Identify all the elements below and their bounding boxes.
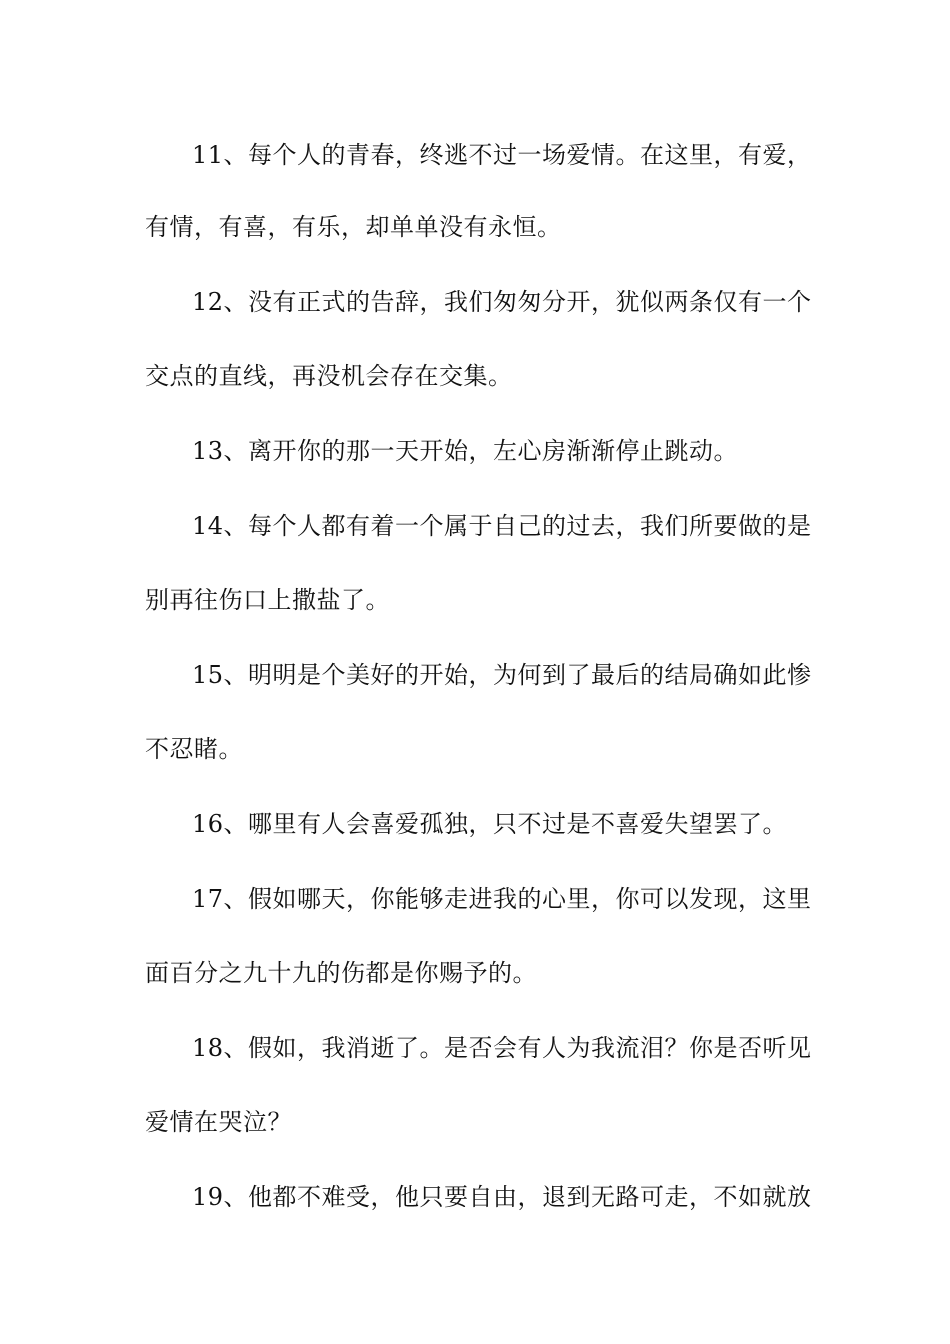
- paragraph-15-line-2: 不忍睹。: [145, 735, 243, 763]
- paragraph-18-line-2: 爱情在哭泣？: [145, 1108, 292, 1136]
- paragraph-17-line-1: 17、假如哪天，你能够走进我的心里，你可以发现，这里: [192, 885, 812, 913]
- paragraph-11-line-1: 11、每个人的青春，终逃不过一场爱情。在这里，有爱，: [192, 141, 812, 169]
- paragraph-14-line-1: 14、每个人都有着一个属于自己的过去，我们所要做的是: [192, 512, 812, 540]
- paragraph-12-line-2: 交点的直线，再没机会存在交集。: [145, 362, 513, 390]
- paragraph-15-line-1: 15、明明是个美好的开始，为何到了最后的结局确如此惨: [192, 661, 812, 689]
- paragraph-17-line-2: 面百分之九十九的伤都是你赐予的。: [145, 959, 537, 987]
- paragraph-16-line-1: 16、哪里有人会喜爱孤独，只不过是不喜爱失望罢了。: [192, 810, 788, 838]
- paragraph-12-line-1: 12、没有正式的告辞，我们匆匆分开，犹似两条仅有一个: [192, 288, 812, 316]
- paragraph-18-line-1: 18、假如，我消逝了。是否会有人为我流泪？你是否听见: [192, 1034, 812, 1062]
- paragraph-19-line-1: 19、他都不难受，他只要自由，退到无路可走，不如就放: [192, 1183, 812, 1211]
- paragraph-11-line-2: 有情，有喜，有乐，却单单没有永恒。: [145, 213, 562, 241]
- paragraph-14-line-2: 别再往伤口上撒盐了。: [145, 586, 390, 614]
- paragraph-13-line-1: 13、离开你的那一天开始，左心房渐渐停止跳动。: [192, 437, 739, 465]
